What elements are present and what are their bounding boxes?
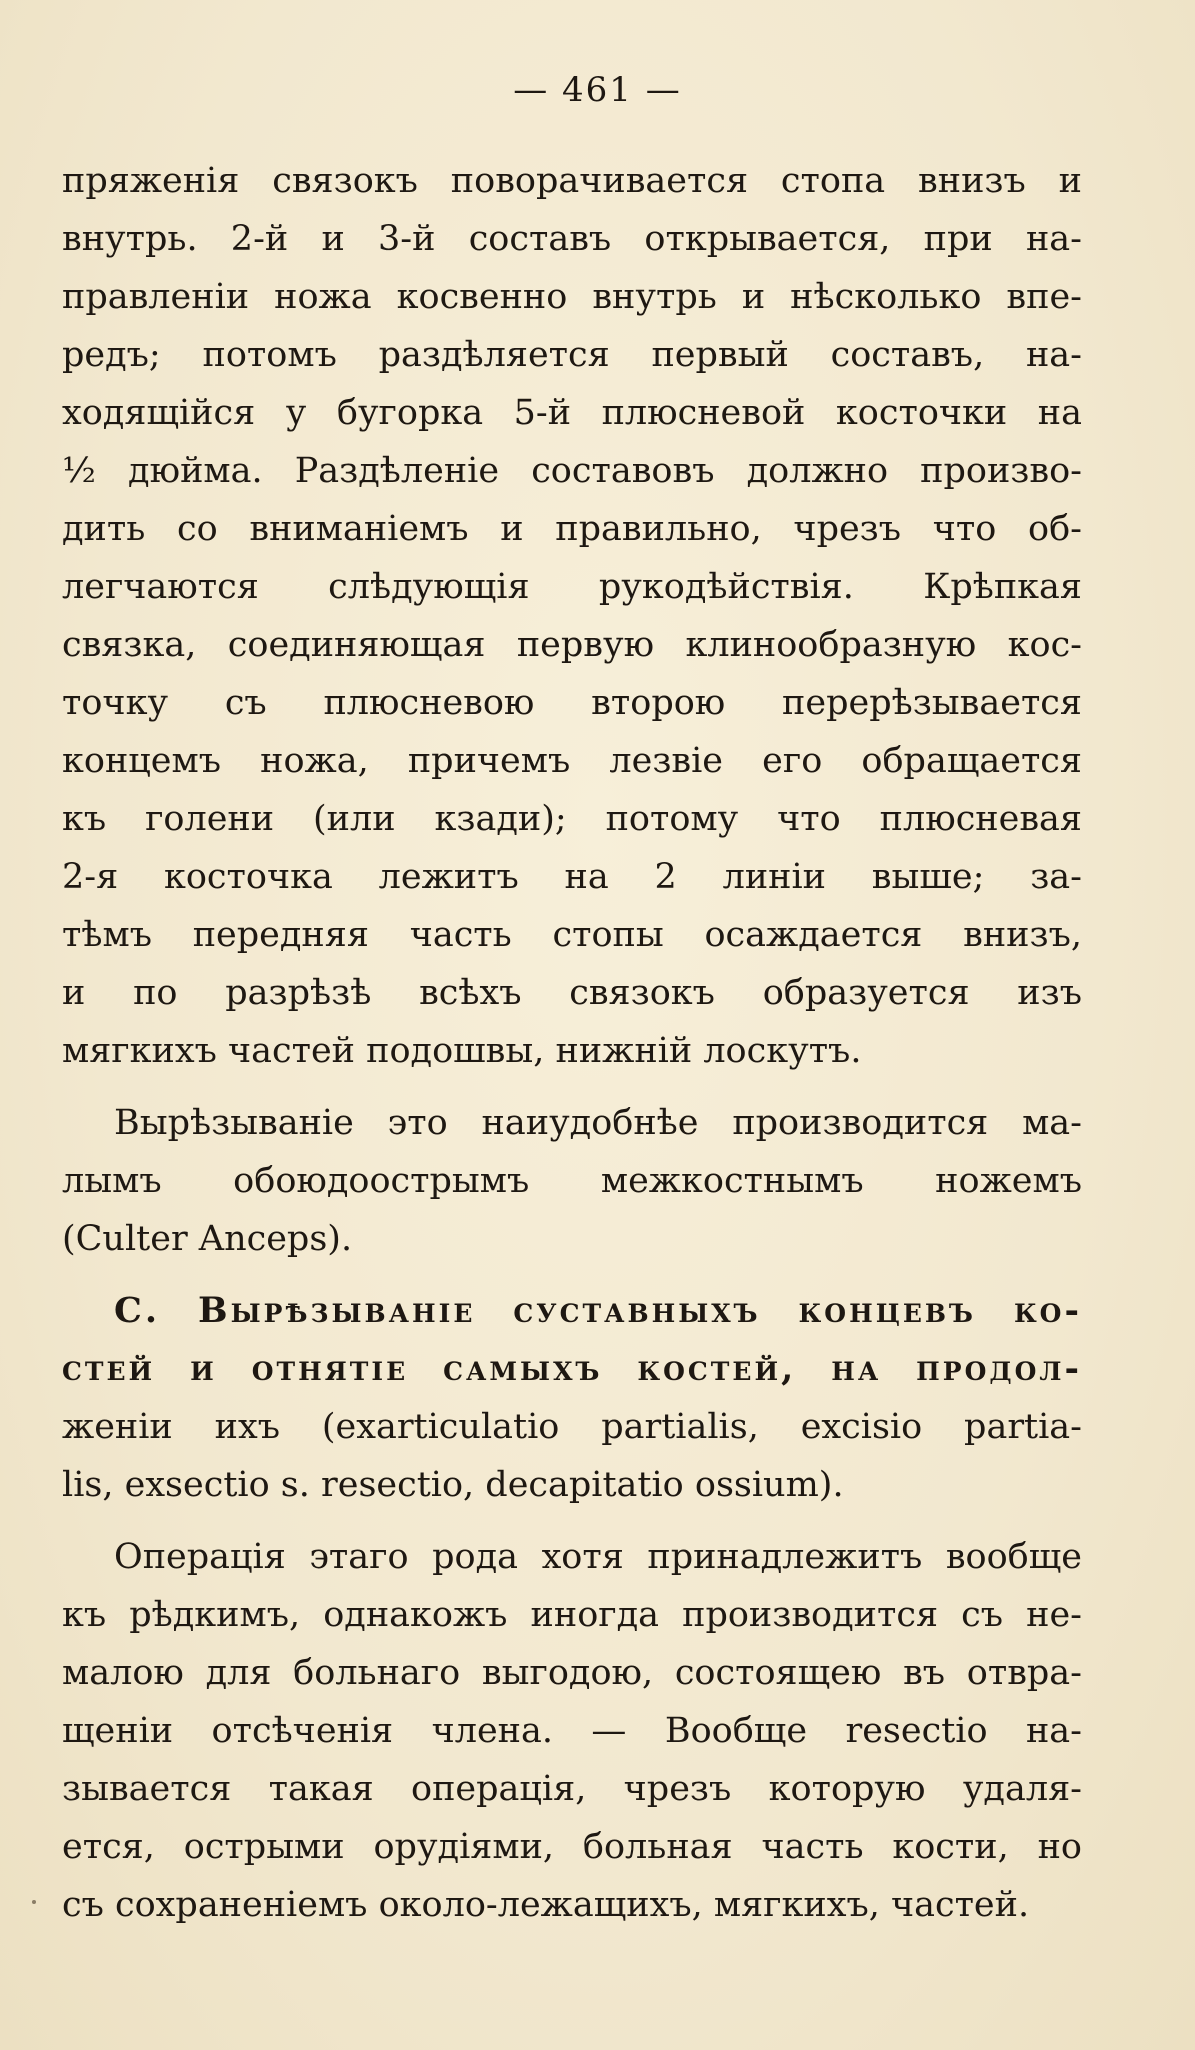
text-line: ется, острыми орудіями, больная часть кости, но bbox=[62, 1827, 1082, 1867]
text-line: ½ дюйма. Раздѣленіе составовъ должно произво- bbox=[62, 451, 1082, 491]
text-line: къ рѣдкимъ, однакожъ иногда производится съ не- bbox=[62, 1595, 1082, 1635]
text-line: къ голени (или кзади); потому что плюсневая bbox=[62, 799, 1082, 839]
text-line: 2-я косточка лежитъ на 2 линіи выше; за- bbox=[62, 857, 1082, 897]
text-line: Вырѣзываніе это наиудобнѣе производится ма- bbox=[114, 1103, 1082, 1143]
text-line: женіи ихъ (exarticulatio partialis, excisio partia- bbox=[62, 1407, 1082, 1447]
section-heading-line: С. Вырѣзываніе суставныхъ концевъ ко- bbox=[114, 1290, 1082, 1331]
text-line: внутрь. 2-й и 3-й составъ открывается, при на- bbox=[62, 219, 1082, 259]
text-line: зывается такая операція, чрезъ которую удаля- bbox=[62, 1769, 1082, 1809]
text-line: ходящійся у бугорка 5-й плюсневой косточки на bbox=[62, 393, 1082, 433]
text-line: связка, соединяющая первую клинообразную кос- bbox=[62, 625, 1082, 665]
text-line: правленіи ножа косвенно внутрь и нѣсколько впе- bbox=[62, 277, 1082, 317]
text-line: концемъ ножа, причемъ лезвіе его обращается bbox=[62, 741, 1082, 781]
text-line: малою для больнаго выгодою, состоящею въ отвра- bbox=[62, 1653, 1082, 1693]
text-line: пряженія связокъ поворачивается стопа внизъ и bbox=[62, 161, 1082, 201]
section-heading-line: стей и отнятіе самыхъ костей, на продол- bbox=[62, 1348, 1082, 1389]
text-line: Операція этаго рода хотя принадлежитъ вообще bbox=[114, 1537, 1082, 1577]
page-number: — 461 — bbox=[513, 70, 682, 110]
text-line: легчаются слѣдующія рукодѣйствія. Крѣпкая bbox=[62, 567, 1082, 607]
text-line: (Culter Anceps). bbox=[62, 1219, 353, 1259]
ink-speck bbox=[32, 1900, 36, 1904]
text-line: съ сохраненіемъ около-лежащихъ, мягкихъ, частей. bbox=[62, 1885, 1030, 1925]
text-line: редъ; потомъ раздѣляется первый составъ, на- bbox=[62, 335, 1082, 375]
text-line: тѣмъ передняя часть стопы осаждается внизъ, bbox=[62, 915, 1082, 955]
text-line: точку съ плюсневою второю перерѣзывается bbox=[62, 683, 1082, 723]
text-line: дить со вниманіемъ и правильно, чрезъ что об- bbox=[62, 509, 1082, 549]
text-line: лымъ обоюдоострымъ межкостнымъ ножемъ bbox=[62, 1161, 1082, 1201]
text-line: щеніи отсѣченія члена. — Вообще resectio на- bbox=[62, 1711, 1082, 1751]
text-line: lis, exsectio s. resectio, decapitatio ossium). bbox=[62, 1465, 844, 1505]
body-text bbox=[62, 152, 1082, 1934]
text-line: мягкихъ частей подошвы, нижній лоскутъ. bbox=[62, 1031, 862, 1071]
text-line: и по разрѣзѣ всѣхъ связокъ образуется изъ bbox=[62, 973, 1082, 1013]
